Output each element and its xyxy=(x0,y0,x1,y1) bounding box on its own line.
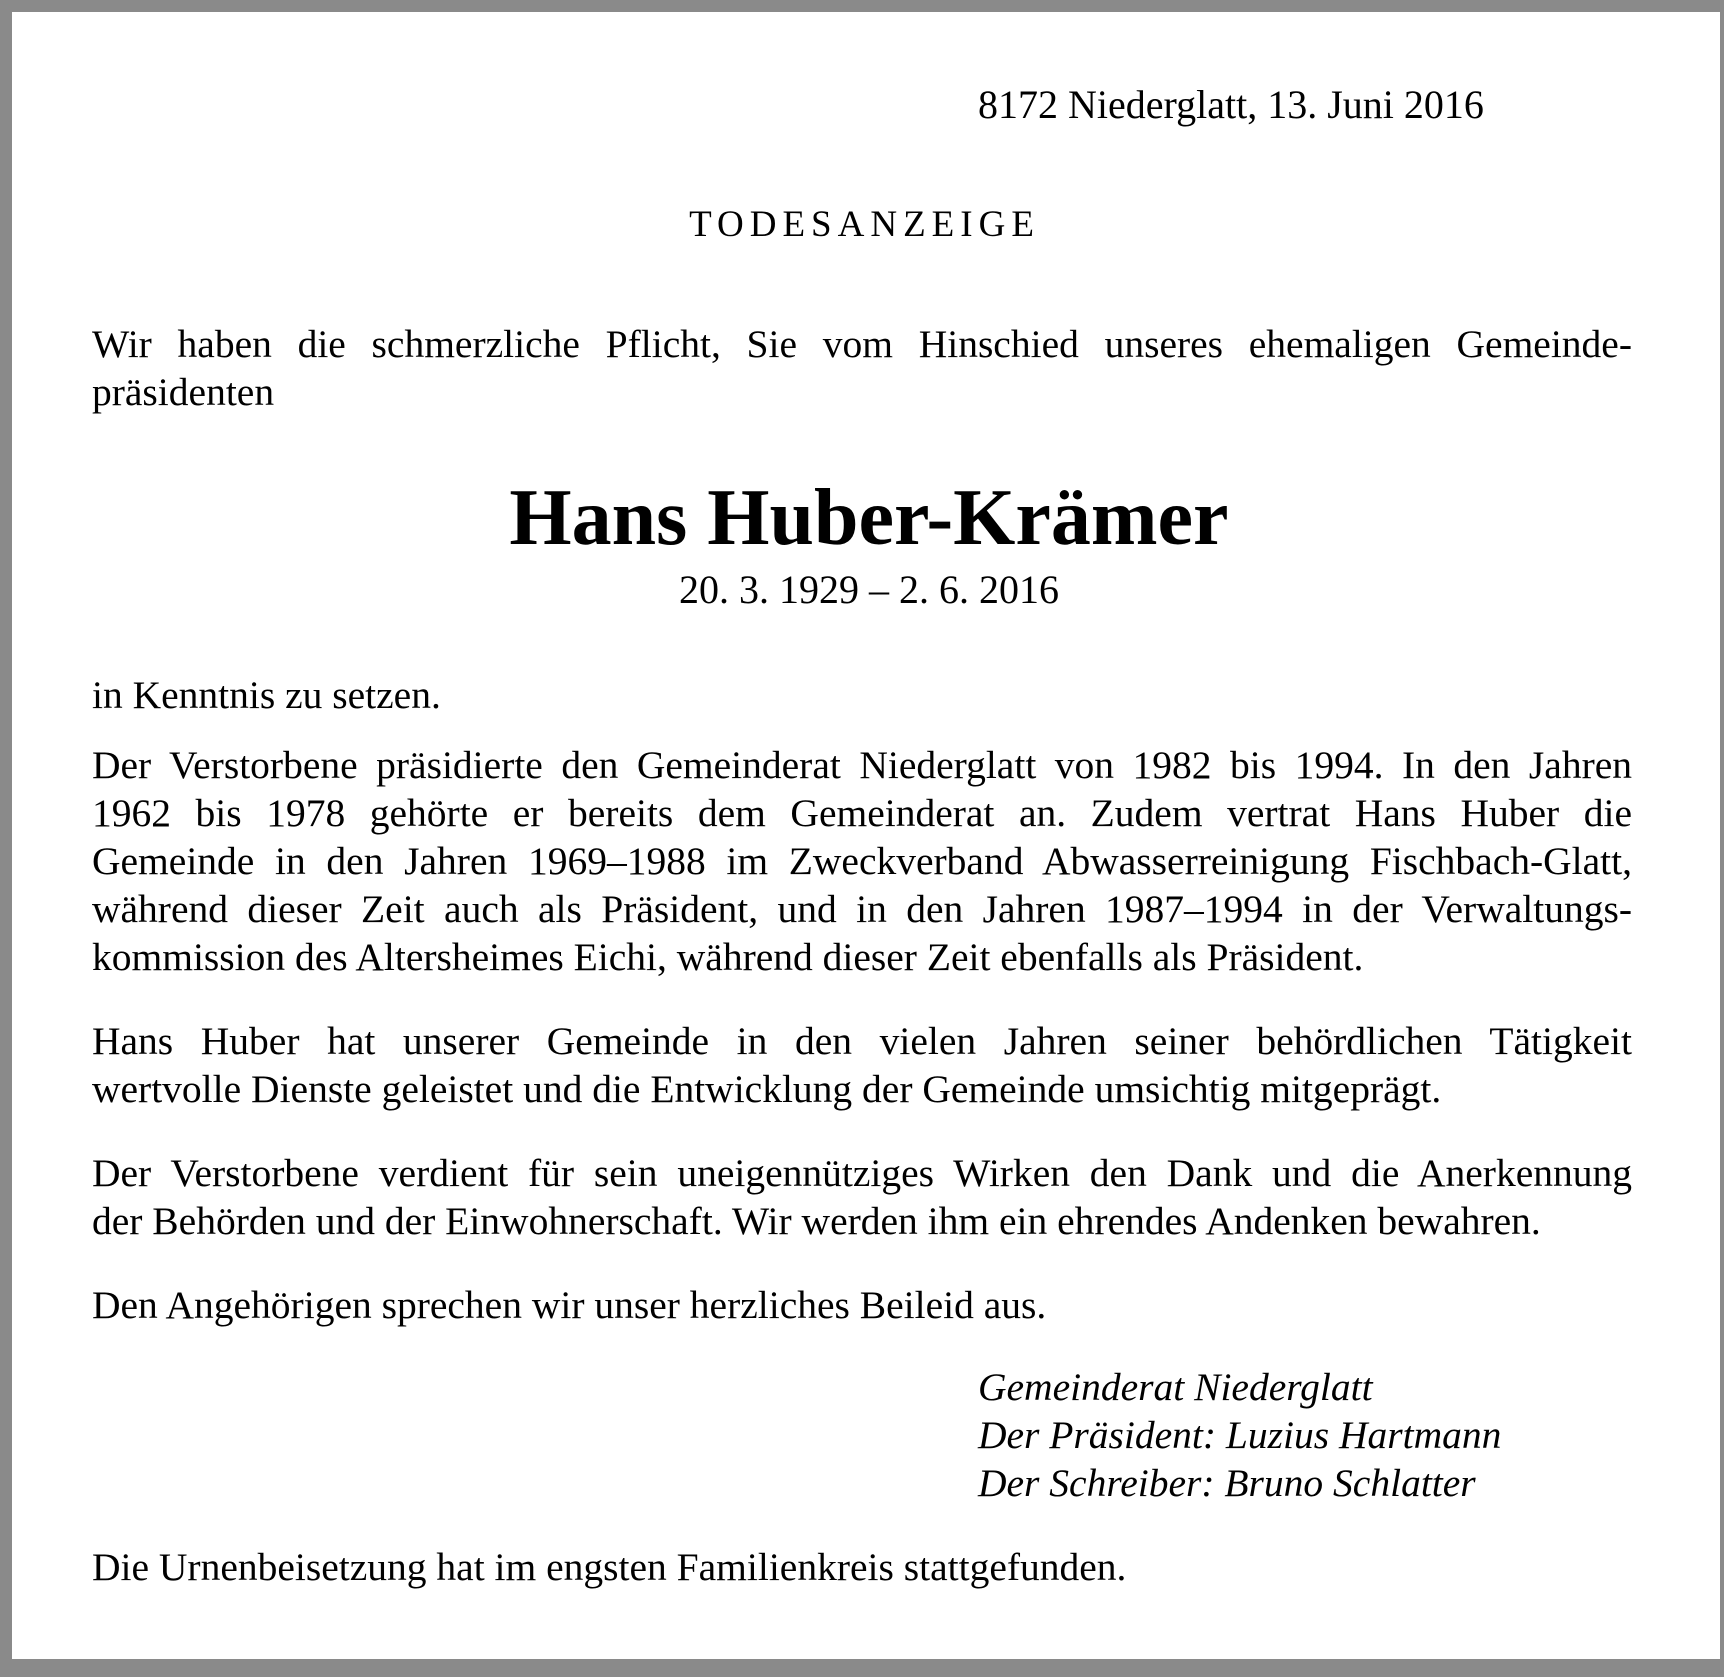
signature-council: Gemeinderat Niederglatt xyxy=(978,1365,1373,1409)
paragraph-line: der Behörden und der Einwohnerschaft. Wir werden ihm ein ehrendes Andenken bewahren. xyxy=(92,1199,1541,1243)
paragraph-gratitude xyxy=(92,1149,1632,1245)
intro-line: präsidenten xyxy=(92,370,275,414)
paragraph-line: während dieser Zeit auch als Präsident, und in den Jahren 1987–1994 in der Verwaltungs- xyxy=(92,887,1632,931)
paragraph-line: Hans Huber hat unserer Gemeinde in den vielen Jahren seiner behördlichen Tätigkeit xyxy=(92,1019,1632,1063)
document-title: TODESANZEIGE xyxy=(689,204,1040,245)
paragraph-service xyxy=(92,1017,1632,1113)
signature-secretary: Der Schreiber: Bruno Schlatter xyxy=(978,1461,1476,1505)
paragraph-line: wertvolle Dienste geleistet und die Entwicklung der Gemeinde umsichtig mitgeprägt. xyxy=(92,1067,1442,1111)
place-date: 8172 Niederglatt, 13. Juni 2016 xyxy=(978,82,1484,127)
paragraph-line: Gemeinde in den Jahren 1969–1988 im Zweckverband Abwasserreinigung Fischbach-Glatt, xyxy=(92,839,1632,883)
paragraph-line: Der Verstorbene verdient für sein uneigennütziges Wirken den Dank und die Anerkennung xyxy=(92,1151,1632,1195)
deceased-name: Hans Huber-Krämer xyxy=(509,474,1229,562)
signature-president: Der Präsident: Luzius Hartmann xyxy=(978,1413,1502,1457)
paragraph-career xyxy=(92,741,1632,981)
signature-block xyxy=(978,1363,1501,1507)
intro-paragraph xyxy=(92,320,1632,416)
paragraph-line: Der Verstorbene präsidierte den Gemeinderat Niederglatt von 1982 bis 1994. In den Jahren xyxy=(92,743,1632,787)
closing-note: Die Urnenbeisetzung hat im engsten Familienkreis stattgefunden. xyxy=(92,1545,1127,1589)
kenntnis-text: in Kenntnis zu setzen. xyxy=(92,673,441,717)
paragraph-line: Den Angehörigen sprechen wir unser herzliches Beileid aus. xyxy=(92,1283,1047,1327)
paragraph-condolences xyxy=(92,1281,1632,1329)
paragraph-line: kommission des Altersheimes Eichi, während dieser Zeit ebenfalls als Präsident. xyxy=(92,935,1364,979)
life-dates: 20. 3. 1929 – 2. 6. 2016 xyxy=(679,567,1059,612)
paragraph-line: 1962 bis 1978 gehörte er bereits dem Gemeinderat an. Zudem vertrat Hans Huber die xyxy=(92,791,1632,835)
intro-line: Wir haben die schmerzliche Pflicht, Sie vom Hinschied unseres ehemaligen Gemeinde- xyxy=(92,322,1632,366)
